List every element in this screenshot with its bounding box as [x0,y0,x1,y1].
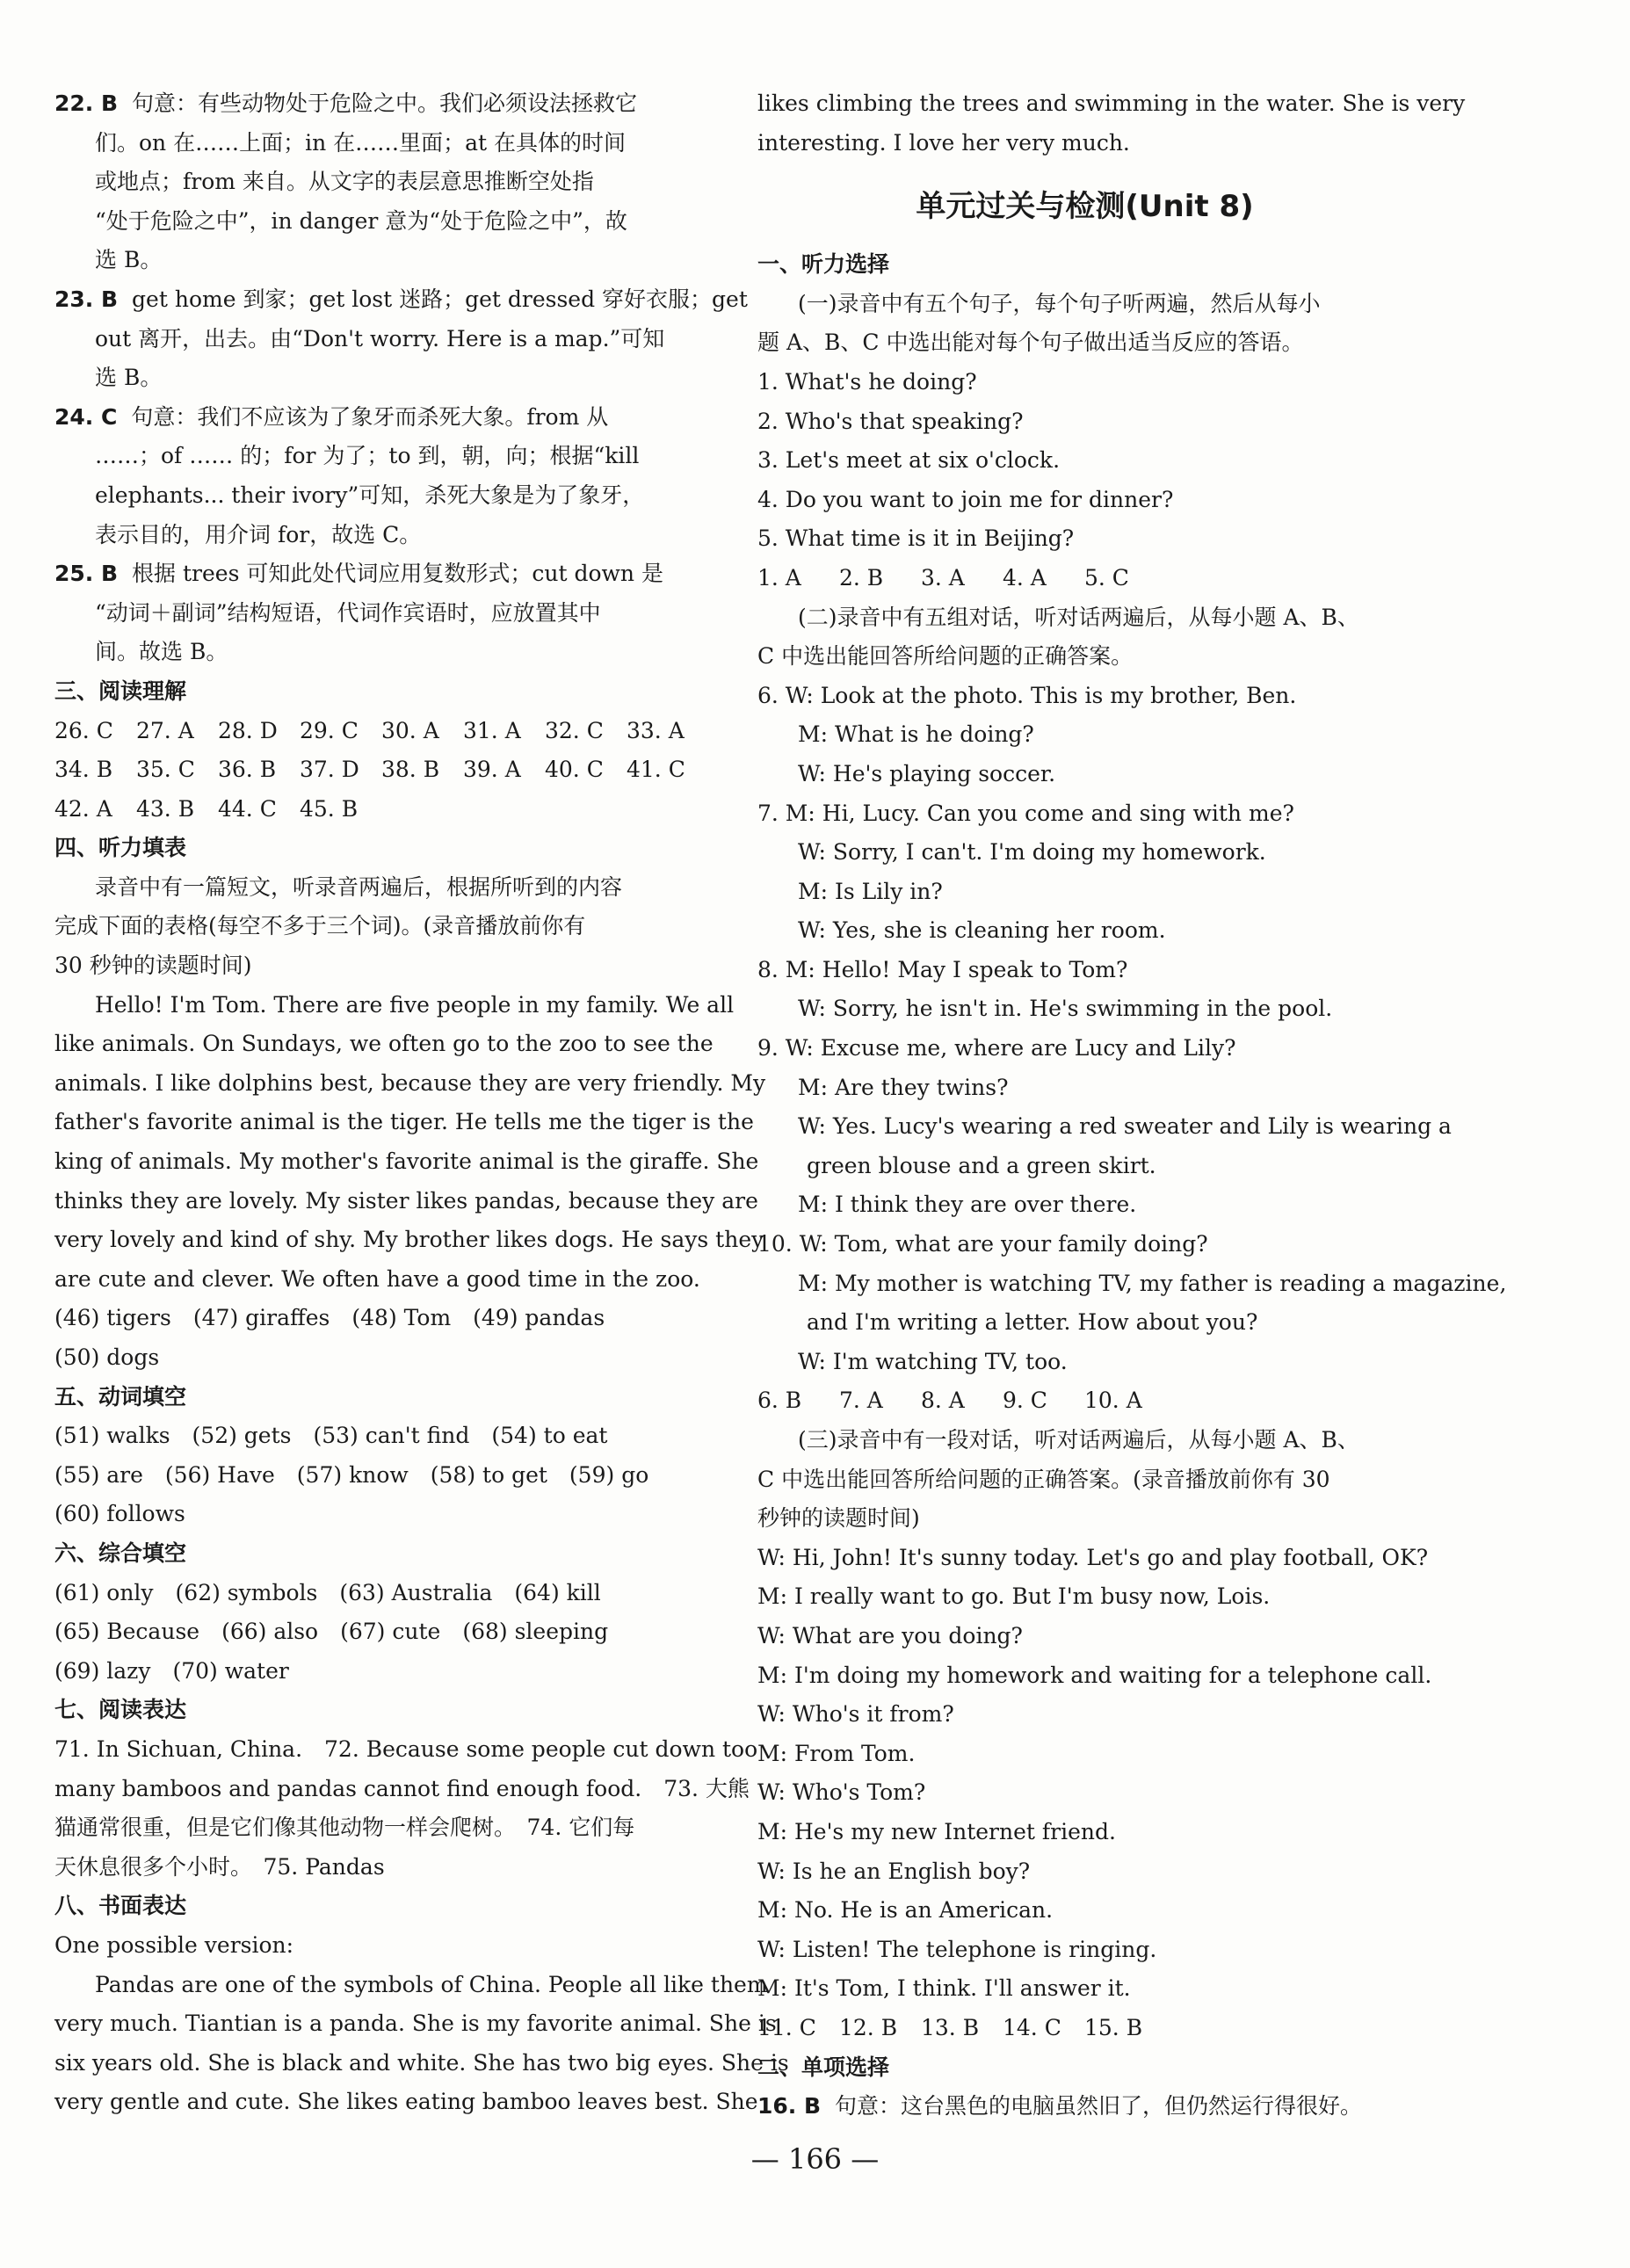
line-text: 1. What's he doing? [757,368,977,395]
line-text: 题 A、B、C 中选出能对每个句子做出适当反应的答语。 [757,330,1304,356]
answer-explanation [757,2087,1412,2127]
text-line [757,1499,1412,1539]
answer-item: 39. A [463,757,521,783]
line-text: W: Yes, she is cleaning her room. [798,917,1166,944]
line-text: 30 秒钟的读题时间) [54,953,252,979]
answer-explanation [54,554,709,594]
answer-item: 42. A [54,795,112,822]
line-text: 2. Who's that speaking? [757,408,1024,434]
text-line [757,1813,1412,1852]
answer-row [54,790,709,830]
line-text: M: What is he doing? [798,721,1034,748]
text-line [757,637,1412,677]
line-text: 5. What time is it in Beijing? [757,525,1075,552]
text-line [54,1338,709,1378]
text-line [54,476,709,516]
line-text: M: Are they twins? [798,1074,1009,1100]
question-number: 22. B [54,91,119,116]
line-text: W: Listen! The telephone is ringing. [757,1936,1157,1962]
line-text: (46) tigers (47) giraffes (48) Tom (49) pandas [54,1305,605,1331]
page-number: — 166 — [750,2142,880,2176]
line-text: out 离开，出去。由“Don't worry. Here is a map.”可知 [95,325,665,351]
line-text: king of animals. My mother's favorite animal is the giraffe. She [54,1148,759,1175]
line-text: M: Is Lily in? [798,878,943,904]
answer-item: 7. A [839,1388,883,1414]
text-line [54,1142,759,1182]
answer-item: 28. D [218,717,278,743]
answer-item: 30. A [381,717,439,743]
text-line [757,1891,1412,1931]
answer-item: 29. C [300,717,359,743]
answer-item: 31. A [463,717,521,743]
text-line [757,1147,1412,1186]
text-line [54,1730,758,1770]
line-text: (55) are (56) Have (57) know (58) to get (59) go [54,1461,649,1488]
text-line [757,124,1412,163]
text-line [757,323,1412,363]
text-line [54,1221,764,1260]
line-text: elephants... their ivory”可知，杀死大象是为了象牙， [95,482,645,508]
line-text: 间。故选 B。 [95,639,228,665]
text-line [757,1303,1412,1343]
line-text: 天休息很多个小时。 75. Pandas [54,1853,385,1880]
section-heading: 六、综合填空 [54,1540,187,1566]
line-text: 句意：这台黑色的电脑虽然旧了，但仍然运行得很好。 [835,2093,1363,2119]
text-line [757,1773,1412,1813]
answer-item: 12. B [839,2014,898,2040]
text-line [757,519,1412,559]
line-text: 完成下面的表格(每空不多于三个词)。(录音播放前你有 [54,913,586,939]
line-text: (三)录音中有一段对话，听对话两遍后，从每小题 A、B、 [798,1427,1359,1453]
answer-item: 10. A [1084,1388,1142,1414]
line-text: W: Sorry, he isn't in. He's swimming in the pool. [798,996,1333,1022]
text-line [757,598,1412,638]
answer-item: 33. A [627,717,685,743]
text-line [757,989,1412,1029]
line-text: 8. M: Hello! May I speak to Tom? [757,956,1128,982]
text-line [757,285,1412,324]
text-line [54,868,709,908]
text-line [54,1574,709,1613]
text-line [757,951,1412,990]
text-line [54,1770,750,1809]
text-line [757,1852,1412,1892]
answer-item: 36. B [218,757,277,783]
text-line [757,873,1412,912]
line-text: 7. M: Hi, Lucy. Can you come and sing with me? [757,800,1294,826]
line-text: 3. Let's meet at six o'clock. [757,447,1061,474]
text-line [54,1848,709,1888]
text-line [757,1029,1412,1069]
line-text: (69) lazy (70) water [54,1657,289,1684]
answer-item: 2. B [839,564,884,591]
text-line [757,1264,1507,1304]
text-line [54,633,709,672]
text-line [757,1225,1412,1264]
text-line [54,1299,709,1338]
line-text: father's favorite animal is the tiger. He tells me the tiger is the [54,1109,754,1135]
text-line [757,677,1412,716]
answer-item: 14. C [1003,2014,1061,2040]
text-line [54,986,735,1025]
line-text: and I'm writing a letter. How about you? [807,1309,1258,1336]
line-text: 或地点；from 来自。从文字的表层意思推断空处指 [95,169,594,195]
section-heading: 七、阅读表达 [54,1697,187,1723]
line-text: C 中选出能回答所给问题的正确答案。(录音播放前你有 30 [757,1466,1330,1492]
text-line [54,1808,709,1848]
line-text: six years old. She is black and white. She has two big eyes. She is [54,2049,789,2076]
line-text: (61) only (62) symbols (63) Australia (64) kill [54,1579,601,1605]
text-line [54,1456,709,1496]
text-line [757,1185,1412,1225]
text-line [54,437,709,476]
text-line [54,594,709,634]
line-text: 句意：我们不应该为了象牙而杀死大象。from 从 [131,403,609,430]
line-text: W: Hi, John! It's sunny today. Let's go and play football, OK? [757,1544,1429,1570]
line-text: M: He's my new Internet friend. [757,1818,1116,1844]
line-text: 6. W: Look at the photo. This is my brother, Ben. [757,682,1297,708]
text-line [54,946,709,986]
text-line [757,1969,1412,2009]
section-heading: 三、阅读理解 [54,678,187,704]
line-text: animals. I like dolphins best, because they are very friendly. My [54,1069,766,1096]
text-line [757,1695,1412,1735]
line-text: 9. W: Excuse me, where are Lucy and Lily? [757,1035,1236,1062]
text-line [54,202,709,242]
line-text: M: I think they are over there. [798,1192,1137,1218]
line-text: many bamboos and pandas cannot find enough food. 73. 大熊 [54,1775,750,1801]
answer-item: 11. C [757,2014,816,2040]
line-text: Hello! I'm Tom. There are five people in my family. We all [95,991,735,1018]
text-line [54,2004,777,2044]
question-number: 24. C [54,403,118,430]
line-text: green blouse and a green skirt. [807,1152,1156,1178]
text-line [757,794,1412,834]
line-text: M: It's Tom, I think. I'll answer it. [757,1975,1131,2002]
text-line [54,241,709,280]
text-line [54,2083,758,2122]
answer-row [757,2009,1412,2048]
text-line [757,84,1466,124]
line-text: likes climbing the trees and swimming in the water. She is very [757,91,1466,116]
answer-item: 6. B [757,1388,802,1414]
answer-item: 34. B [54,757,113,783]
line-text: M: From Tom. [757,1740,916,1766]
text-line [54,1260,709,1300]
text-line [757,1460,1412,1500]
line-text: 句意：有些动物处于危险之中。我们必须设法拯救它 [132,91,638,116]
text-line [757,833,1412,873]
line-text: W: Yes. Lucy's wearing a red sweater and Lily is wearing a [798,1113,1452,1140]
answer-item: 40. C [545,757,604,783]
text-line [54,359,709,398]
text-line [757,715,1412,755]
answer-item: 32. C [545,717,604,743]
line-text: W: Is he an English boy? [757,1858,1031,1884]
answer-item: 43. B [136,795,195,822]
text-line [54,1064,766,1104]
question-number: 16. B [757,2093,822,2119]
line-text: (50) dogs [54,1344,160,1370]
answer-item: 5. C [1084,564,1129,591]
line-text: M: No. He is an American. [757,1897,1054,1924]
line-text: interesting. I love her very much. [757,129,1130,156]
line-text: (二)录音中有五组对话，听对话两遍后，从每小题 A、B、 [798,604,1359,630]
answer-item: 13. B [921,2014,980,2040]
text-line [757,1735,1412,1774]
line-text: “动词＋副词”结构短语，代词作宾语时，应放置其中 [95,599,601,626]
line-text: very much. Tiantian is a panda. She is my favorite animal. She is [54,2011,777,2037]
answer-item: 3. A [921,564,965,591]
line-text: W: What are you doing? [757,1622,1023,1648]
line-text: are cute and clever. We often have a good time in the zoo. [54,1265,700,1292]
text-line [54,1025,714,1064]
section-heading: 四、听力填表 [54,835,187,861]
line-text: 71. In Sichuan, China. 72. Because some people cut down too [54,1735,758,1762]
text-line [54,1926,709,1966]
answer-item: 38. B [381,757,440,783]
text-line [757,481,1412,520]
section-heading: 五、动词填空 [54,1383,187,1409]
text-line [54,1417,709,1456]
text-line [757,1069,1412,1108]
text-line [757,911,1412,951]
answer-item: 26. C [54,717,113,743]
text-line [54,1652,709,1692]
line-text: (一)录音中有五个句子，每个句子听两遍，然后从每小 [798,290,1321,316]
text-line [757,1539,1429,1578]
answer-item: 45. B [300,795,359,822]
line-text: 表示目的，用介词 for，故选 C。 [95,521,422,547]
question-number: 23. B [54,286,119,312]
text-line [54,907,709,946]
text-line [54,1182,758,1221]
text-line [757,1577,1412,1617]
answer-item: 37. D [300,757,359,783]
line-text: W: Who's Tom? [757,1779,926,1806]
line-text: 4. Do you want to join me for dinner? [757,486,1174,512]
text-line [757,363,1412,402]
line-text: very gentle and cute. She likes eating bamboo leaves best. She [54,2089,758,2115]
text-line [54,320,709,359]
answer-row [757,559,1412,598]
text-line [757,755,1412,794]
line-text: 选 B。 [95,365,163,391]
line-text: One possible version: [54,1931,294,1958]
text-line [757,1107,1452,1147]
line-text: 根据 trees 可知此处代词应用复数形式；cut down 是 [132,561,663,587]
answer-item: 4. A [1003,564,1047,591]
line-text: W: I'm watching TV, too. [798,1348,1068,1374]
line-text: 录音中有一篇短文，听录音两遍后，根据所听到的内容 [95,873,623,900]
line-text: W: Sorry, I can't. I'm doing my homework. [798,839,1266,866]
line-text: W: He's playing soccer. [798,760,1056,786]
answer-explanation [54,280,748,320]
line-text: (51) walks (52) gets (53) can't find (54) to eat [54,1423,608,1449]
line-text: (65) Because (66) also (67) cute (68) sleeping [54,1619,609,1645]
line-text: (60) follows [54,1501,185,1527]
line-text: thinks they are lovely. My sister likes pandas, because they are [54,1187,758,1214]
line-text: 10. W: Tom, what are your family doing? [757,1231,1208,1257]
answer-item: 35. C [136,757,195,783]
answer-item: 41. C [627,757,685,783]
answer-item: 8. A [921,1388,965,1414]
line-text: like animals. On Sundays, we often go to the zoo to see the [54,1031,714,1057]
line-text: 猫通常很重，但是它们像其他动物一样会爬树。 74. 它们每 [54,1815,635,1841]
line-text: ……；of …… 的；for 为了；to 到，朝，向；根据“kill [95,443,640,469]
answer-item: 27. A [136,717,194,743]
line-text: 选 B。 [95,247,163,273]
answer-explanation [54,84,709,124]
line-text: 们。on 在……上面；in 在……里面；at 在具体的时间 [95,129,627,156]
text-line [757,1421,1412,1460]
line-text: 秒钟的读题时间) [757,1505,920,1532]
answer-row [54,712,709,751]
section-title: 单元过关与检测(Unit 8) [916,189,1254,225]
section-heading: 二、单项选择 [757,2054,890,2080]
text-line [757,441,1412,481]
text-line [757,1656,1432,1696]
answer-item: 9. C [1003,1388,1047,1414]
line-text: very lovely and kind of shy. My brother likes dogs. He says they [54,1227,764,1253]
text-line [757,402,1412,442]
answer-row [54,750,709,790]
answer-item: 15. B [1084,2014,1143,2040]
right-column [757,84,1507,2127]
line-text: W: Who's it from? [757,1701,954,1728]
section-heading: 一、听力选择 [757,251,890,278]
answer-item: 1. A [757,564,801,591]
line-text: M: My mother is watching TV, my father is reading a magazine, [798,1270,1507,1296]
line-text: M: I really want to go. But I'm busy now, Lois. [757,1583,1271,1610]
text-line [54,1612,709,1652]
line-text: “处于危险之中”，in danger 意为“处于危险之中”，故 [95,207,627,234]
text-line [757,1343,1412,1382]
text-line [54,1966,768,2005]
answer-explanation [54,398,709,438]
text-line [757,1931,1412,1970]
answer-item: 44. C [218,795,277,822]
text-line [54,2044,789,2083]
line-text: Pandas are one of the symbols of China. People all like them [95,1971,768,1997]
text-line [757,1617,1412,1656]
text-line [54,124,709,163]
text-line [54,1103,754,1142]
section-heading: 八、书面表达 [54,1893,187,1919]
line-text: M: I'm doing my homework and waiting for a telephone call. [757,1662,1432,1688]
text-line [54,516,709,555]
text-line [54,163,709,202]
question-number: 25. B [54,561,119,587]
answer-row [757,1381,1412,1421]
line-text: get home 到家；get lost 迷路；get dressed 穿好衣服；get [132,286,748,312]
text-line [54,1495,709,1534]
line-text: C 中选出能回答所给问题的正确答案。 [757,643,1134,670]
